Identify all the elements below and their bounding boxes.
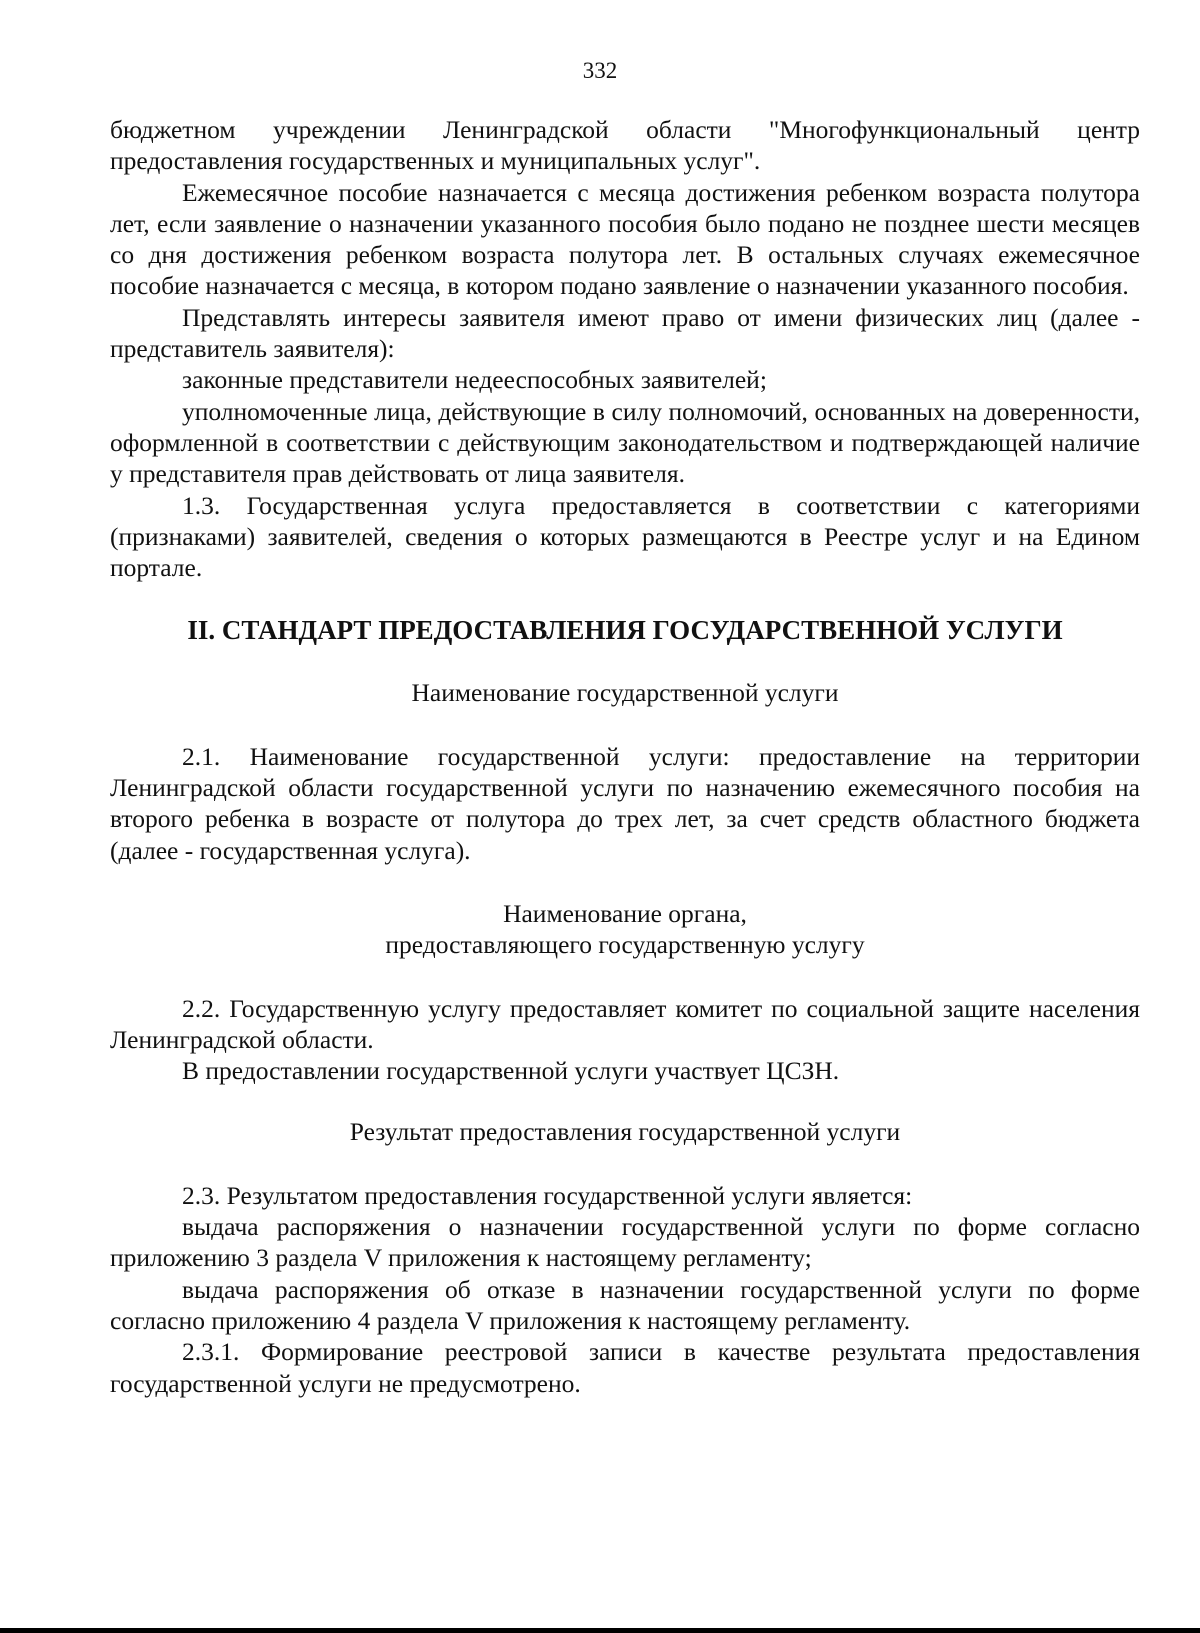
subheading-authority	[110, 898, 1140, 961]
subheading-service-name: Наименование государственной услуги	[411, 678, 839, 708]
paragraph-mfc: бюджетном учреждении Ленинградской области "Многофункциональный центр предоставления государственных и муниципальных услуг".	[110, 115, 1140, 176]
paragraph-authorized-persons: уполномоченные лица, действующие в силу полномочий, основанных на доверенности, оформленной в соответствии с действующим законодательством и подтверждающей наличие у представителя прав действовать от лица заявителя.	[110, 396, 1140, 489]
paragraph-2-2-participant: В предоставлении государственной услуги участвует ЦСЗН.	[182, 1056, 840, 1086]
scan-bottom-edge	[0, 1628, 1200, 1633]
paragraph-2-3: 2.3. Результатом предоставления государственной услуги является:	[182, 1180, 913, 1210]
paragraph-2-2: 2.2. Государственную услугу предоставляет комитет по социальной защите населения Ленинградской области.	[110, 993, 1140, 1054]
paragraph-monthly-allowance: Ежемесячное пособие назначается с месяца достижения ребенком возраста полутора лет, если заявление о назначении указанного пособия было подано не позднее шести месяцев со дня достижения ребенком возраста полутора лет. В остальных случаях ежемесячное пособие назначается с месяца, в котором подано заявление о назначении указанного пособия.	[110, 177, 1140, 301]
paragraph-2-3-approval: выдача распоряжения о назначении государственной услуги по форме согласно приложению 3 раздела V приложения к настоящему регламенту;	[110, 1212, 1140, 1273]
paragraph-1-3: 1.3. Государственная услуга предоставляется в соответствии с категориями (признаками) заявителей, сведения о которых размещаются в Реестре услуг и на Едином портале.	[110, 490, 1140, 583]
section-title: II. СТАНДАРТ ПРЕДОСТАВЛЕНИЯ ГОСУДАРСТВЕННОЙ УСЛУГИ	[187, 615, 1063, 646]
subheading-authority-line1: Наименование органа,	[503, 898, 747, 928]
page-number: 332	[582, 58, 618, 83]
paragraph-2-3-refusal: выдача распоряжения об отказе в назначении государственной услуги по форме согласно приложению 4 раздела V приложения к настоящему регламенту.	[110, 1274, 1140, 1335]
paragraph-2-1: 2.1. Наименование государственной услуги: предоставление на территории Ленинградской области государственной услуги по назначению ежемесячного пособия на второго ребенка в возрасте от полутора до трех лет, за счет средств областного бюджета (далее - государственная услуга).	[110, 741, 1140, 865]
paragraph-2-3-1: 2.3.1. Формирование реестровой записи в качестве результата предоставления государственной услуги не предусмотрено.	[110, 1337, 1140, 1398]
subheading-authority-line2: предоставляющего государственную услугу	[385, 930, 865, 960]
subheading-result: Результат предоставления государственной услуги	[349, 1117, 901, 1147]
document-body	[110, 114, 1140, 1399]
paragraph-legal-representatives: законные представители недееспособных заявителей;	[182, 365, 767, 395]
paragraph-representatives: Представлять интересы заявителя имеют право от имени физических лиц (далее - представитель заявителя):	[110, 302, 1140, 364]
